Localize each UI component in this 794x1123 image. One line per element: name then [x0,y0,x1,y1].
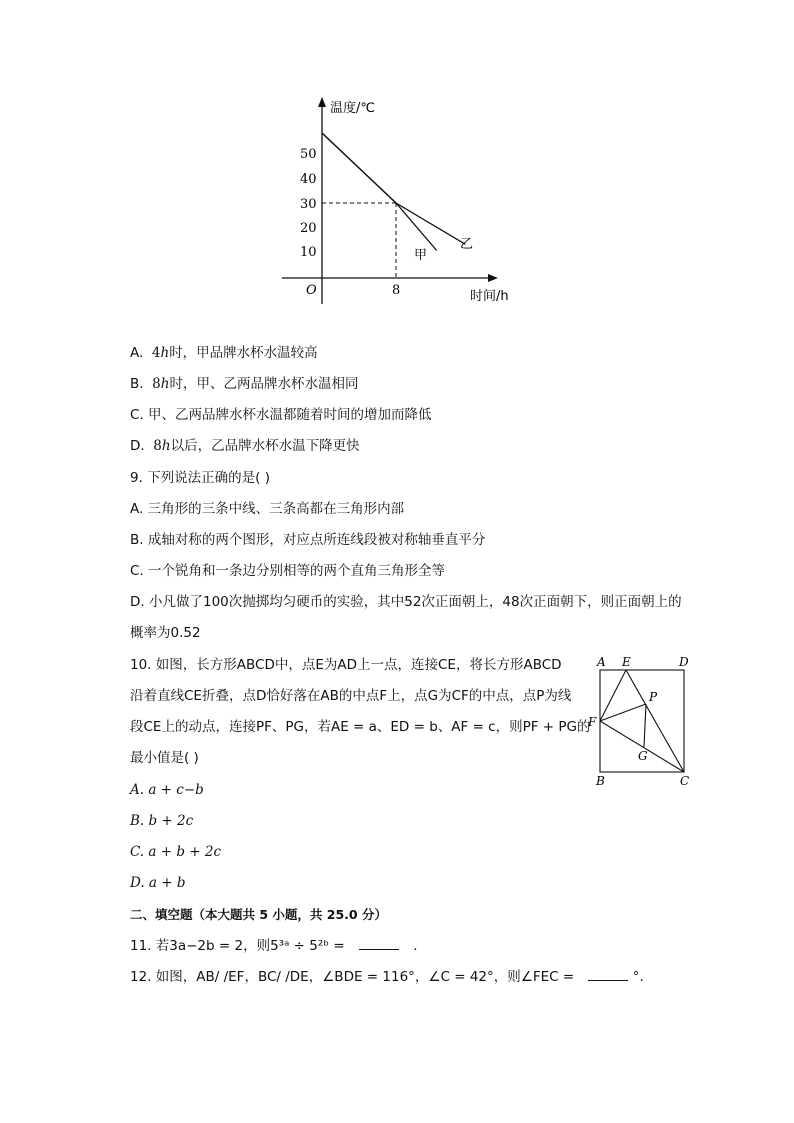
q10-stem-line3: 段CE上的动点，连接PF、PG，若AE = a、ED = b、AF = c，则PF + PG的 [130,719,591,735]
series-label-yi: 乙 [460,237,474,252]
point-label-g: G [638,749,648,763]
q9-option-b: B. 成轴对称的两个图形，对应点所连线段被对称轴垂直平分 [130,532,486,548]
q10-option-c: C. a + b + 2c [130,844,222,860]
q9-option-c: C. 一个锐角和一条边分别相等的两个直角三角形全等 [130,563,446,579]
segment-pg [644,704,646,747]
series-line-jia [322,133,437,251]
segment-ce [626,670,684,772]
q9-option-d-line2: 概率为0.52 [130,625,201,641]
point-label-p: P [649,690,658,704]
y-tick-label: 30 [300,197,317,212]
y-axis-label: 温度/℃ [330,101,375,116]
q8-option-d: D. 8h以后，乙品牌水杯水温下降更快 [130,438,360,454]
q12-text: 12. 如图，AB/ /EF，BC/ /DE，∠BDE = 116°，∠C = 42°，则∠FEC = [130,969,575,985]
q11-text: 11. 若3a−2b = 2，则5³ᵃ ÷ 5²ᵇ = [130,938,345,954]
point-label-a: A [597,655,606,669]
point-label-c: C [680,774,690,788]
q10-option-d: D. a + b [130,875,186,891]
q9-stem: 9. 下列说法正确的是( ) [130,470,270,486]
q9-option-d-line1: D. 小凡做了100次抛掷均匀硬币的实验，其中52次正面朝上，48次正面朝下，则正面朝上的 [130,594,682,610]
q9-option-a: A. 三角形的三条中线、三条高都在三角形内部 [130,501,405,517]
segment-fc [600,721,684,772]
point-label-e: E [622,655,631,669]
q8-option-b: B. 8h时，甲、乙两品牌水杯水温相同 [130,376,359,392]
q10-stem-line2: 沿着直线CE折叠，点D恰好落在AB的中点F上，点G为CF的中点，点P为线 [130,688,572,704]
point-label-f: F [588,715,597,729]
q12-end: °. [632,969,644,985]
origin-label: O [306,283,317,298]
q8-option-c: C. 甲、乙两品牌水杯水温都随着时间的增加而降低 [130,407,432,423]
x-axis-arrow [488,274,498,282]
y-axis-arrow [318,97,326,107]
q10-stem-line1: 10. 如图，长方形ABCD中，点E为AD上一点，连接CE，将长方形ABCD [130,657,562,673]
q11 [130,937,418,955]
q10-option-b: B. b + 2c [130,813,194,829]
x-axis-label: 时间/h [470,289,509,304]
point-label-b: B [596,774,605,788]
rectangle-fold-figure [588,652,698,790]
series-line-yi [322,133,465,244]
series-label-jia: 甲 [414,248,428,263]
y-tick-label: 10 [300,245,317,260]
point-label-d: D [679,655,689,669]
temperature-time-chart [270,90,530,310]
q10-option-a: A. a + c−b [130,782,204,798]
y-tick-label: 50 [300,147,317,162]
q12 [130,968,644,986]
q11-answer-blank[interactable] [359,937,399,950]
y-tick-label: 40 [300,172,317,187]
y-tick-label: 20 [300,221,317,236]
q8-option-a: A. 4h时，甲品牌水杯水温较高 [130,345,318,361]
q11-end: . [413,938,418,954]
q10-stem-line4: 最小值是( ) [130,750,199,766]
x-tick-label: 8 [392,283,401,298]
section-heading: 二、填空题（本大题共 5 小题，共 25.0 分） [130,907,387,922]
q12-answer-blank[interactable] [588,968,628,981]
